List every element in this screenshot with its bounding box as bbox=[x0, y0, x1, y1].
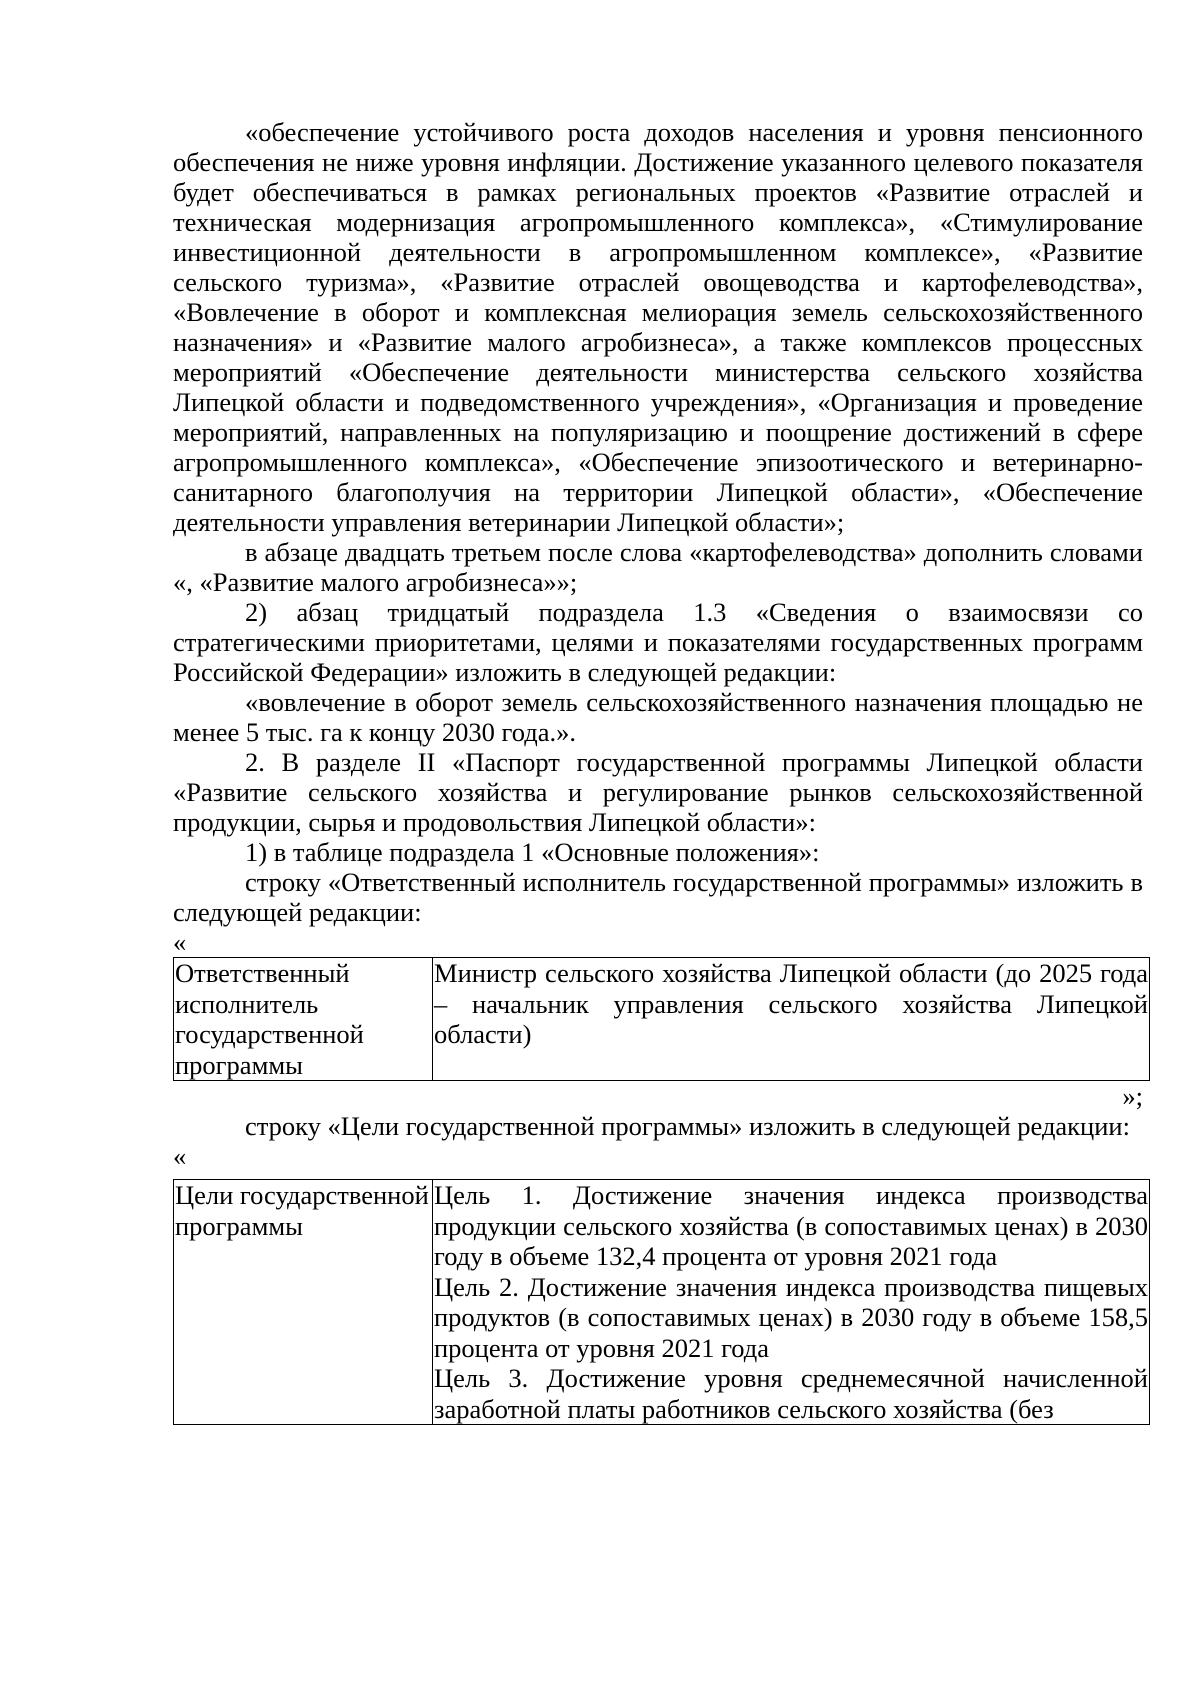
paragraph-subsection-1: 1) в таблице подраздела 1 «Основные положения»: bbox=[245, 837, 820, 867]
paragraph-item-2: 2) абзац тридцатый подраздела 1.3 «Сведения о взаимосвязи со стратегическими приоритетами, целями и показателями государственных программ Российской Федерации» изложить в следующей редакции: bbox=[173, 597, 1143, 687]
table-responsible-executor bbox=[173, 957, 1150, 1081]
close-quote-1: »; bbox=[1122, 1081, 1143, 1111]
paragraph-responsible-row: строку «Ответственный исполнитель государственной программы» изложить в следующей редакции: bbox=[173, 867, 1143, 927]
open-quote-1: « bbox=[173, 927, 187, 957]
document-body bbox=[173, 117, 1148, 1425]
goal-2: Цель 2. Достижение значения индекса производства пищевых продуктов (в сопоставимых ценах) в 2030 году в объеме 158,5 процента от уровня 2021 года bbox=[434, 1271, 1148, 1363]
goal-1: Цель 1. Достижение значения индекса производства продукции сельского хозяйства (в сопоставимых ценах) в 2030 году в объеме 132,4 процента от уровня 2021 года bbox=[434, 1180, 1148, 1271]
paragraph-section-2: 2. В разделе II «Паспорт государственной программы Липецкой области «Развитие сельского хозяйства и регулирование рынков сельскохозяйственной продукции, сырья и продовольствия Липецкой области»: bbox=[173, 747, 1143, 837]
paragraph-land-involvement: «вовлечение в оборот земель сельскохозяйственного назначения площадью не менее 5 тыс. га к концу 2030 года.». bbox=[173, 687, 1143, 747]
table-cell-value: Министр сельского хозяйства Липецкой области (до 2025 года – начальник управления сельского хозяйства Липецкой области) bbox=[433, 958, 1150, 1081]
table-cell-label: Ответственный исполнитель государственной программы bbox=[174, 958, 433, 1081]
table-cell-goals bbox=[433, 1180, 1150, 1425]
open-quote-2: « bbox=[173, 1141, 187, 1171]
goal-3: Цель 3. Достижение уровня среднемесячной начисленной заработной платы работников сельского хозяйства (без bbox=[434, 1363, 1148, 1424]
paragraph-23rd-amendment: в абзаце двадцать третьем после слова «картофелеводства» дополнить словами «, «Развитие малого агробизнеса»»; bbox=[173, 537, 1143, 597]
table-program-goals bbox=[173, 1179, 1150, 1425]
table-row bbox=[174, 958, 1150, 1081]
paragraph-goals-row: строку «Цели государственной программы» изложить в следующей редакции: bbox=[245, 1111, 1130, 1141]
paragraph-income-growth: «обеспечение устойчивого роста доходов населения и уровня пенсионного обеспечения не ниже уровня инфляции. Достижение указанного целевого показателя будет обеспечиваться в рамках региональных проектов «Развитие отраслей и техническая модернизация агропромышленного комплекса», «Стимулирование инвестиционной деятельности в агропромышленном комплексе», «Развитие сельского туризма», «Развитие отраслей овощеводства и картофелеводства», «Вовлечение в оборот и комплексная мелиорация земель сельскохозяйственного назначения» и «Развитие малого агробизнеса», а также комплексов процессных мероприятий «Обеспечение деятельности министерства сельского хозяйства Липецкой области и подведомственного учреждения», «Организация и проведение мероприятий, направленных на популяризацию и поощрение достижений в сфере агропромышленного комплекса», «Обеспечение эпизоотического и ветеринарно-санитарного благополучия на территории Липецкой области», «Обеспечение деятельности управления ветеринарии Липецкой области»; bbox=[173, 117, 1143, 537]
table-cell-label: Цели государственной программы bbox=[174, 1180, 433, 1425]
table-row bbox=[174, 1180, 1150, 1425]
